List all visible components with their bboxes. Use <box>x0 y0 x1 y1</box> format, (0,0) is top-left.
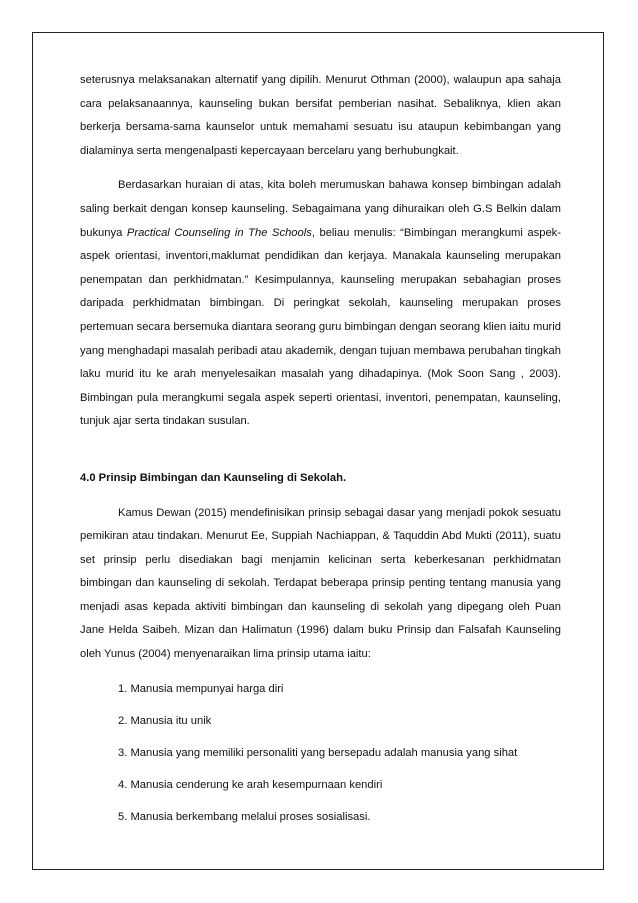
list-item: 5. Manusia berkembang melalui proses sosialisasi. <box>118 810 371 823</box>
list-item: 2. Manusia itu unik <box>118 714 212 727</box>
list-item: 1. Manusia mempunyai harga diri <box>118 682 284 695</box>
paragraph-intro: seterusnya melaksanakan alternatif yang dipilih. Menurut Othman (2000), walaupun apa sahaja cara pelaksanaannya, kaunseling bukan bersifat pemberian nasihat. Sebaliknya, klien akan berkerja bersama-sama kaunselor untuk memahami sesuatu isu ataupun kebimbangan yang dialaminya serta mengenalpasti kepercayaan bercelaru yang berhubungkait. <box>80 74 561 157</box>
paragraph-concept-text-1: Berdasarkan huraian di atas, kita boleh merumuskan bahawa konsep bimbingan adalah saling berkait dengan konsep kaunseling. Sebagaimana yang dihuraikan oleh G.S Belkin dalam bukunya <box>80 179 561 239</box>
paragraph-concept <box>80 174 561 434</box>
paragraph-principles: Kamus Dewan (2015) mendefinisikan prinsip sebagai dasar yang menjadi pokok sesuatu pemikiran atau tindakan. Menurut Ee, Suppiah Nachiappan, & Taquddin Abd Mukti (2011), suatu set prinsip perlu disediakan bagi menjamin kelicinan serta keberkesanan perkhidmatan bimbingan dan kaunseling di sekolah. Terdapat beberapa prinsip penting tentang manusia yang menjadi asas kepada aktiviti bimbingan dan kaunseling di sekolah yang dipegang oleh Puan Jane Helda Saibeh. Mizan dan Halimatun (1996) dalam buku Prinsip dan Falsafah Kaunseling oleh Yunus (2004) menyenaraikan lima prinsip utama iaitu: <box>80 506 561 661</box>
document-body <box>80 69 561 838</box>
book-title: Practical Counseling in The Schools <box>126 226 312 239</box>
list-item: 3. Manusia yang memiliki personaliti yang bersepadu adalah manusia yang sihat <box>118 746 518 759</box>
list-item: 4. Manusia cenderung ke arah kesempurnaan kendiri <box>118 778 383 791</box>
paragraph-concept-text-2: , beliau menulis: “Bimbingan merangkumi aspek-aspek orientasi, inventori,maklumat pendidikan dan kerjaya. Manakala kaunseling merupakan penempatan dan perkhidmatan.” Kesimpulannya, kaunseling merupakan sebahagian proses daripada perkhidmatan bimbingan. Di peringkat sekolah, kaunseling merupakan proses pertemuan secara bersemuka diantara seorang guru bimbingan dengan seorang klien iaitu murid yang menghadapi masalah peribadi atau akademik, dengan tujuan membawa perubahan tingkah laku murid itu ke arah menyelesaikan masalah yang dihadapinya. (Mok Soon Sang , 2003). Bimbingan pula merangkumi segala aspek seperti orientasi, inventori, penempatan, kaunseling, tunjuk ajar serta tindakan susulan. <box>80 226 562 428</box>
section-heading: 4.0 Prinsip Bimbingan dan Kaunseling di Sekolah. <box>80 471 347 484</box>
principles-list <box>80 678 561 838</box>
